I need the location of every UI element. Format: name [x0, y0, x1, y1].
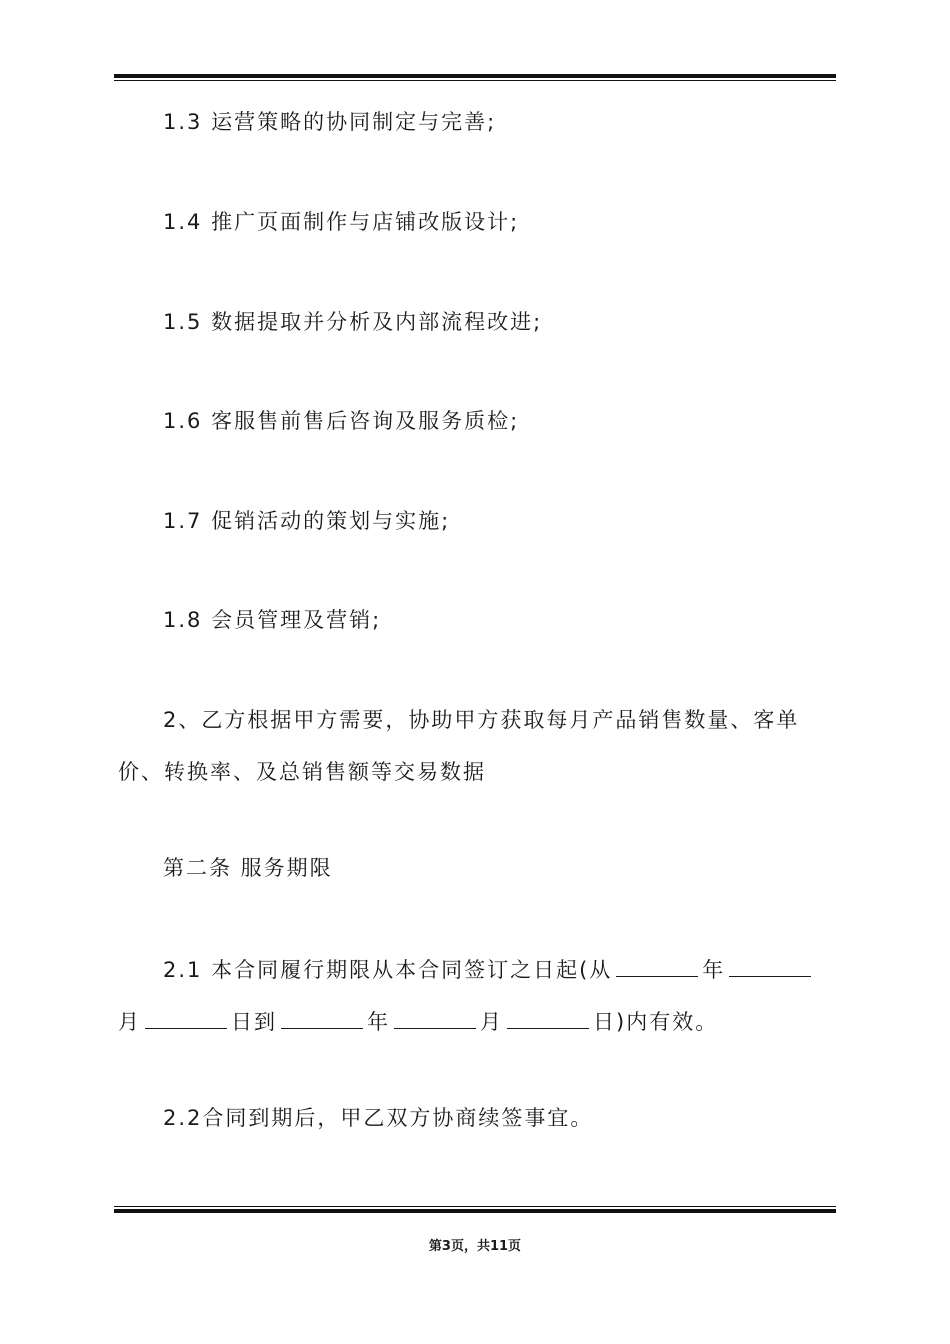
blank-year-start: [616, 958, 698, 977]
item-1-4: 1.4 推广页面制作与店铺改版设计;: [163, 210, 520, 234]
blank-month-start: [729, 958, 811, 977]
blank-day-end: [507, 1010, 589, 1029]
item-1-3: 1.3 运营策略的协同制定与完善;: [163, 110, 497, 134]
item-1-6: 1.6 客服售前售后咨询及服务质检;: [163, 409, 520, 433]
page-number: 第3页，共11页: [428, 1239, 522, 1254]
item-1-8: 1.8 会员管理及营销;: [163, 608, 382, 632]
footer-rule: [114, 1206, 836, 1213]
blank-year-end: [281, 1010, 363, 1029]
item-1-7: 1.7 促销活动的策划与实施;: [163, 509, 451, 533]
header-rule: [114, 74, 836, 81]
term-paragraph: 2.1 本合同履行期限从本合同签订之日起(从 年月 日到 年 月 日)内有效。: [118, 944, 838, 1048]
clause-2-paragraph: 2、乙方根据甲方需要，协助甲方获取每月产品销售数量、客单价、转换率、及总销售额等交易数据: [118, 708, 800, 784]
blank-day-start: [145, 1010, 227, 1029]
renewal-paragraph: 2.2合同到期后，甲乙双方协商续签事宜。: [163, 1106, 594, 1130]
blank-month-end: [394, 1010, 476, 1029]
article-2-title: 第二条 服务期限: [163, 856, 333, 880]
item-1-5: 1.5 数据提取并分析及内部流程改进;: [163, 310, 543, 334]
